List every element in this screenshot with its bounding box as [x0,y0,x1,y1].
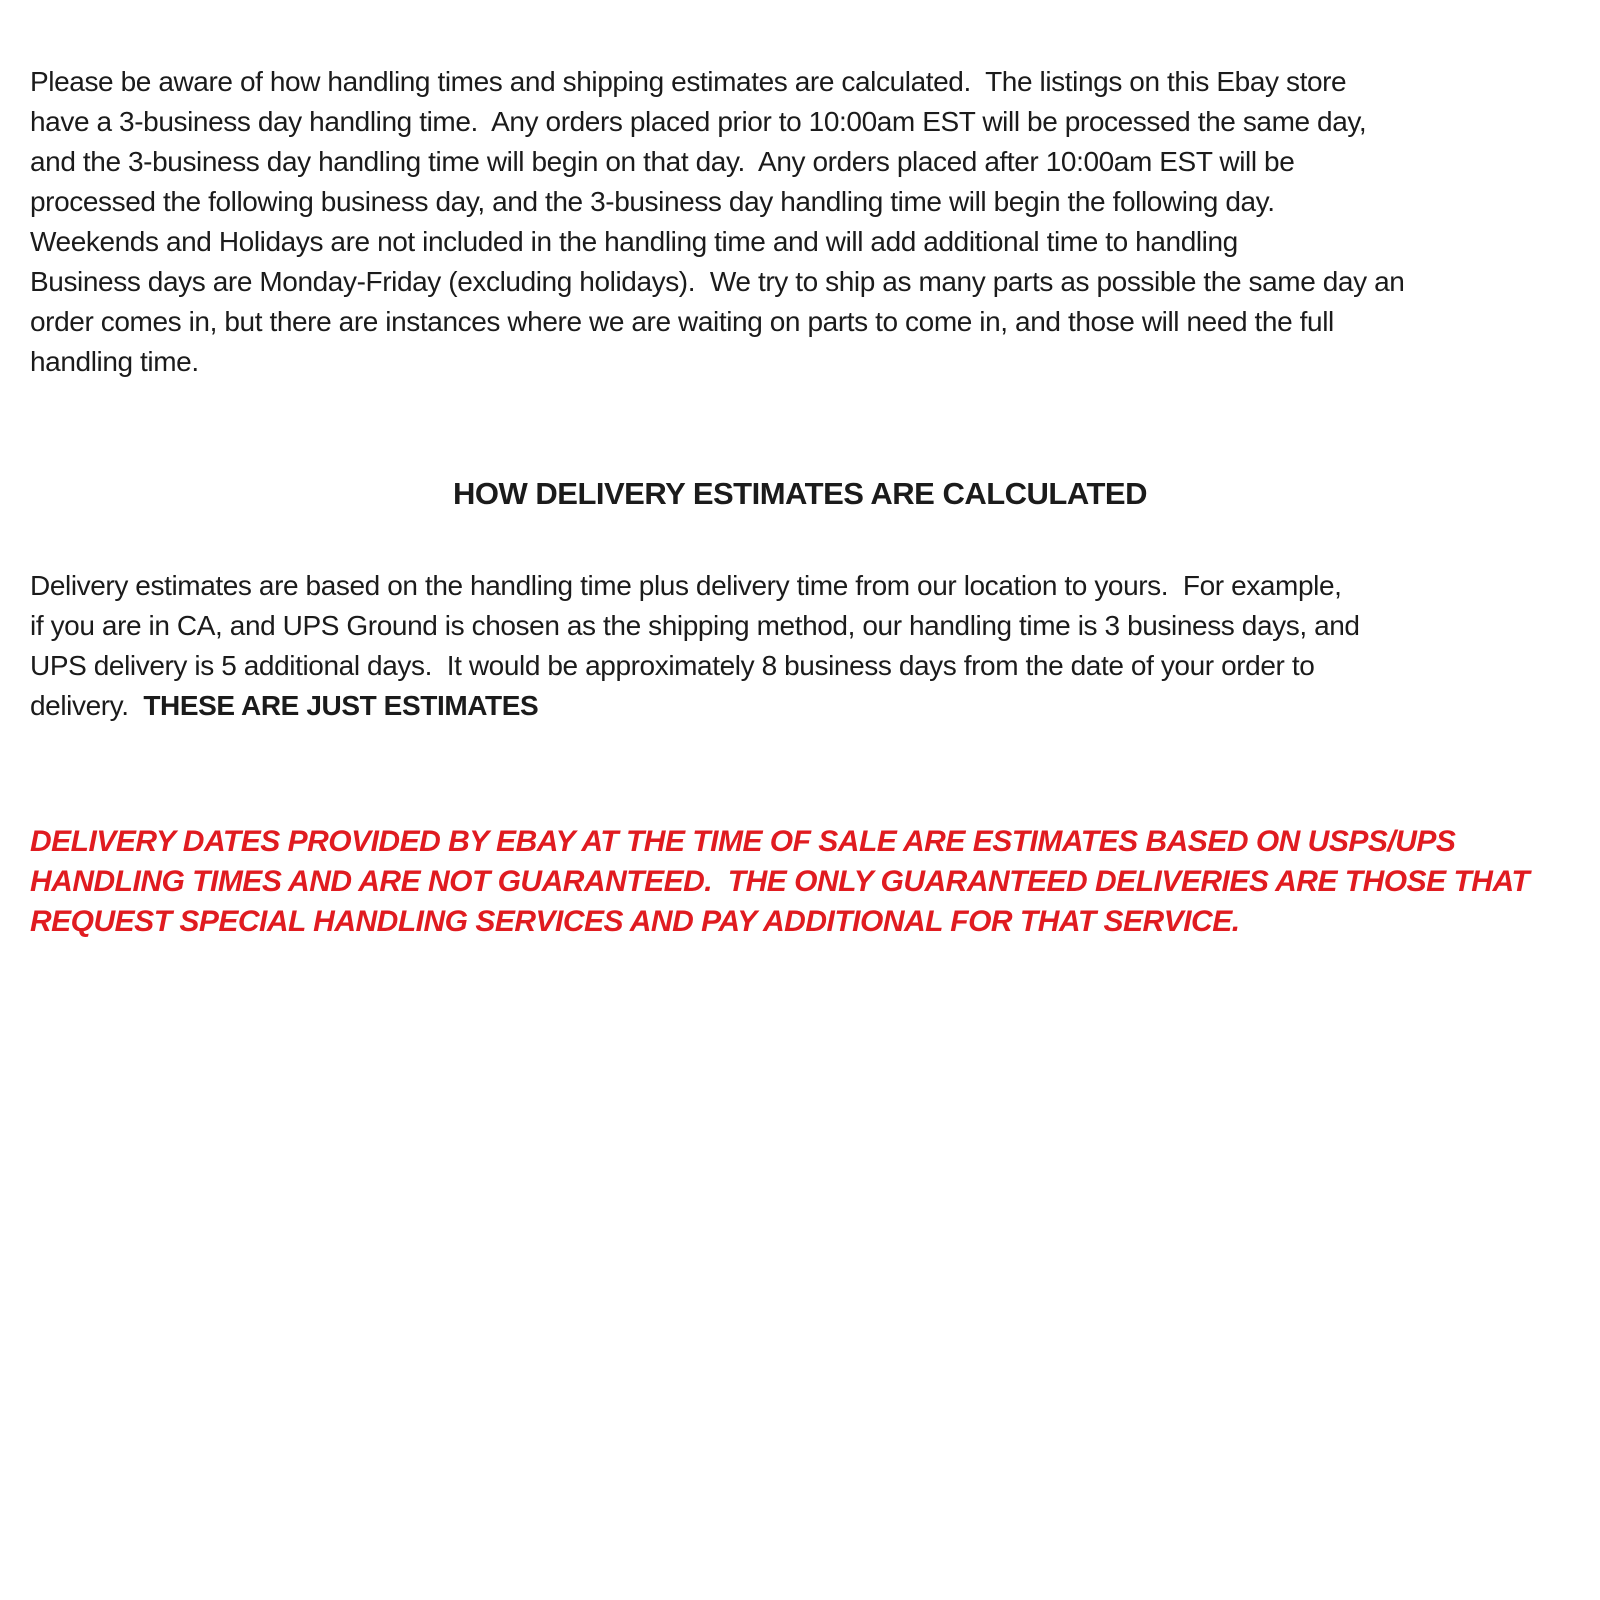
text-line: UPS delivery is 5 additional days. It would be approximately 8 business days from the date of your order to [30,650,1315,681]
delivery-estimates-heading: HOW DELIVERY ESTIMATES ARE CALCULATED [453,476,1147,511]
delivery-estimates-paragraph [30,566,1570,726]
text-line: processed the following business day, and the 3-business day handling time will begin the following day. [30,186,1275,217]
just-estimates-emphasis: THESE ARE JUST ESTIMATES [143,690,539,721]
text-line: if you are in CA, and UPS Ground is chosen as the shipping method, our handling time is 3 business days, and [30,610,1360,641]
text-line: DELIVERY DATES PROVIDED BY EBAY AT THE TIME OF SALE ARE ESTIMATES BASED ON USPS/UPS [30,825,1456,858]
text-line: have a 3-business day handling time. Any orders placed prior to 10:00am EST will be processed the same day, [30,106,1367,137]
text-line: handling time. [30,346,199,377]
guarantee-disclaimer-paragraph [30,822,1570,942]
text-line: HANDLING TIMES AND ARE NOT GUARANTEED. THE ONLY GUARANTEED DELIVERIES ARE THOSE THAT [30,865,1530,898]
text-line: and the 3-business day handling time will begin on that day. Any orders placed after 10:00am EST will be [30,146,1295,177]
text-line: Business days are Monday-Friday (excluding holidays). We try to ship as many parts as possible the same day an [30,266,1405,297]
text-line: Please be aware of how handling times and shipping estimates are calculated. The listings on this Ebay store [30,66,1347,97]
text-line-mixed [30,686,1570,726]
text-line: order comes in, but there are instances where we are waiting on parts to come in, and those will need the full [30,306,1334,337]
text-line: Weekends and Holidays are not included in the handling time and will add additional time to handling [30,226,1238,257]
text-line: REQUEST SPECIAL HANDLING SERVICES AND PAY ADDITIONAL FOR THAT SERVICE. [30,905,1240,938]
text-line: Delivery estimates are based on the handling time plus delivery time from our location to yours. For example, [30,570,1342,601]
text-segment: delivery. [30,690,144,721]
handling-time-paragraph [30,62,1570,382]
